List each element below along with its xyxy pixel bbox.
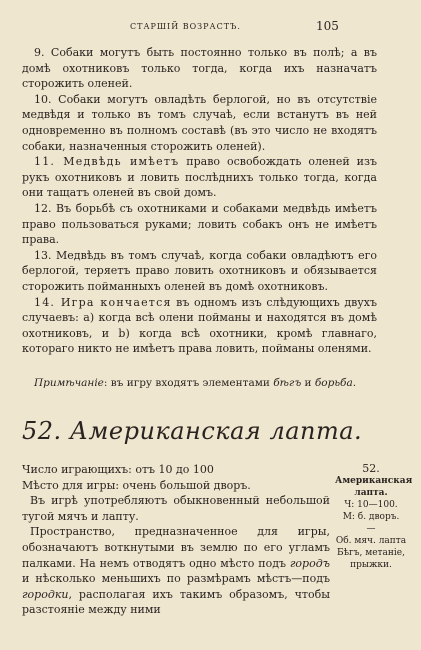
side-name-2: лапта.: [354, 488, 388, 498]
side-name-1: Американская: [335, 476, 413, 486]
rule-11-text: право освобождать оленей изъ рукъ охотниковъ и ловить послѣднихъ только тогда, когда они тащатъ оленей въ свой домъ.: [22, 155, 377, 200]
margin-summary: [335, 462, 413, 571]
footnote: [34, 377, 384, 389]
side-elements-2: прыжки.: [350, 560, 392, 570]
field-text-c: , располагая ихъ такимъ образомъ, чтобы разстояніе между ними: [22, 587, 330, 617]
note-and: и: [301, 377, 315, 389]
side-players: Ч: 10—100.: [344, 500, 398, 510]
rule-14-lead: 14. Игра кончается: [34, 295, 172, 309]
equipment-paragraph: Въ игрѣ употребляютъ обыкновенный небольшой тугой мячъ и лапту.: [22, 494, 330, 523]
field-text-b: и нѣсколько меньшихъ по размѣрамъ мѣстъ—подъ: [22, 572, 330, 586]
rule-11: [22, 154, 377, 201]
page-number: 105: [316, 19, 339, 33]
rule-14: [22, 295, 377, 357]
rule-11-lead: 11. Медвѣдь имѣетъ: [34, 155, 180, 169]
side-equipment: Об. мяч. лапта: [335, 536, 407, 546]
rule-9: 9. Собаки могутъ быть постоянно только въ полѣ; а въ домѣ охотниковъ только тогда, когда ихъ назначатъ сторожить оленей.: [22, 46, 377, 91]
rule-10: 10. Собаки могутъ овладѣть берлогой, но въ отсутствіе медвѣдя и только въ томъ случаѣ, если встанутъ въ ней одновременно въ полномъ составѣ (въ это число не входятъ собаки, назначенныя сторожить оленей).: [22, 92, 377, 153]
game-description: [22, 462, 330, 618]
rule-13: 13. Медвѣдь въ томъ случаѣ, когда собаки овладѣютъ его берлогой, теряетъ право ловить охотниковъ и обязывается сторожить пойманныхъ оленей въ домѣ охотниковъ.: [22, 248, 377, 293]
rule-14-text: въ одномъ изъ слѣдующихъ двухъ случаевъ: а) когда всѣ олени пойманы и находятся въ домѣ охотниковъ, и b) когда всѣ охотники, кромѣ главнаго, котораго никто не имѣетъ права ловить, пойманы оленями.: [22, 295, 377, 356]
rules-list: [22, 45, 377, 357]
side-place: М: б. дворъ.: [342, 512, 400, 522]
side-number: 52.: [362, 462, 380, 475]
rule-12: 12. Въ борьбѣ съ охотниками и собаками медвѣдь имѣетъ право пользоваться руками; ловить собакъ онъ не имѣетъ права.: [22, 201, 377, 247]
running-header: [0, 20, 421, 36]
field-text-a: Пространство, предназначенное для игры, обозначаютъ воткнутыми въ землю по его угламъ палками. На немъ отводятъ одно мѣсто подъ: [22, 525, 330, 570]
running-title: СТАРШІЙ ВОЗРАСТЪ.: [130, 22, 241, 31]
note-end: .: [352, 377, 357, 389]
note-word-run: бѣгъ: [273, 377, 302, 389]
field-term-city: городъ: [289, 556, 330, 570]
field-term-towns: городки: [22, 587, 69, 601]
section-heading: 52. Американская лапта.: [22, 417, 363, 445]
side-elements-1: Бѣгъ, метаніе,: [337, 548, 405, 558]
field-paragraph: [22, 524, 330, 618]
note-text: : въ игру входятъ элементами: [103, 377, 274, 389]
place-line: Мѣсто для игры: очень большой дворъ.: [22, 478, 251, 492]
note-word-fight: борьба: [314, 377, 353, 389]
side-dash: —: [366, 524, 376, 534]
players-line: Число играющихъ: отъ 10 до 100: [22, 463, 214, 476]
note-label: Примѣчаніе: [34, 377, 104, 389]
